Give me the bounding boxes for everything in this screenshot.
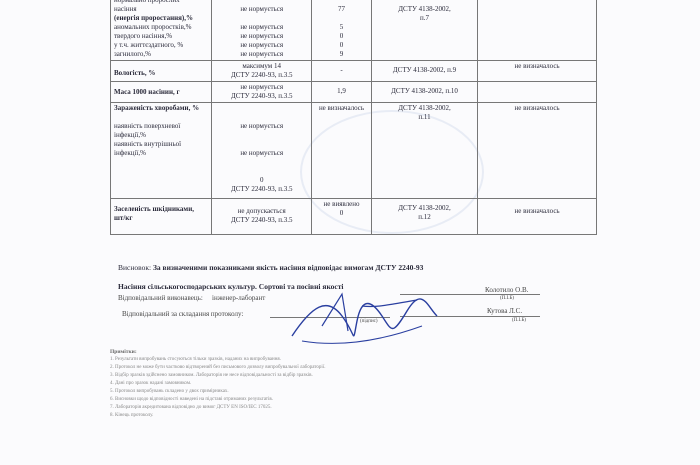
executor-name: Колотило О.В. — [485, 286, 529, 294]
disease-extra-cell: не визначалось — [478, 103, 597, 199]
pests-indicator-cell: Заселеність шкідниками, шт/кг — [111, 199, 212, 235]
germination-result-cell: 77 5 0 0 9 — [312, 0, 372, 61]
conclusion: Висновок: За визначеними показниками якість насіння відповідає вимогам ДСТУ 2240-93 — [118, 263, 424, 272]
pests-result-cell: не виявлено 0 — [312, 199, 372, 235]
germination-extra-cell — [478, 0, 597, 61]
disease-method-cell: ДСТУ 4138-2002, п.11 — [371, 103, 477, 199]
footnotes: Примітки: 1. Результати випробувань стосуються тільки зразків, наданих на випробування. 2. Протокол не може бути частково відтворений без письмового дозволу випробувальної лабораторії. 3. Відбір зразків здійснено замовником. Лабораторія не несе відповідальності за відбір зразків. 4. Дані про зразок надані замовником. 5. Протокол випробувань складено у двох примірниках. 6. Висновки щодо відповідності наведені на підставі отриманих результатів. 7. Лабораторія акредитована відповідно до вимог ДСТУ EN ISO/IEC 17025. 8. Кінець протоколу. — [110, 349, 326, 418]
pests-norm-cell: не допускається ДСТУ 2240-93, п.3.5 — [212, 199, 312, 235]
table-row — [111, 0, 597, 61]
mass-extra-cell — [478, 82, 597, 103]
disease-norm-cell: не нормується не нормується 0 ДСТУ 2240-93, п.3.5 — [212, 103, 312, 199]
executor-label: Відповідальний виконавець: — [118, 294, 203, 302]
mass-norm-cell: не нормується ДСТУ 2240-93, п.3.5 — [212, 82, 312, 103]
protocol-author-label: Відповідальний за складання протоколу: — [122, 310, 244, 318]
moisture-result-cell: - — [312, 61, 372, 82]
moisture-extra-cell: не визначалось — [478, 61, 597, 82]
disease-indicator-cell: Зараженість хворобами, % наявність поверхневої інфекції,% наявність внутрішньої інфекції,% — [111, 103, 212, 199]
table-row — [111, 61, 597, 82]
moisture-method-cell: ДСТУ 4138-2002, п.9 — [371, 61, 477, 82]
table-row — [111, 82, 597, 103]
standard-title: Насіння сільськогосподарських культур. Сортові та посівні якості — [118, 282, 344, 291]
pests-extra-cell: не визначалось — [478, 199, 597, 235]
quality-results-table — [110, 0, 597, 235]
germination-indicator-cell: нормально пророслих насіння (енергія проростання),% аномальних проростків,% твердого насіння,% у т.ч. життєздатного, % загнилого,% — [111, 0, 212, 61]
moisture-norm-cell: максимум 14 ДСТУ 2240-93, п.3.5 — [212, 61, 312, 82]
executor-name-hint: (П.І.Б) — [500, 296, 514, 301]
protocol-author-name: Кутова Л.С. — [487, 307, 523, 315]
handwritten-signature — [282, 286, 442, 356]
mass-result-cell: 1,9 — [312, 82, 372, 103]
signature-hint: (підпис) — [360, 319, 378, 324]
pests-method-cell: ДСТУ 4138-2002, п.12 — [371, 199, 477, 235]
mass-method-cell: ДСТУ 4138-2002, п.10 — [371, 82, 477, 103]
moisture-indicator-cell: Вологість, % — [111, 61, 212, 82]
mass-indicator-cell: Маса 1000 насінин, г — [111, 82, 212, 103]
protocol-name-hint: (П.І.Б) — [512, 318, 526, 323]
germination-norm-cell: не нормується не нормується не нормується не нормується не нормується — [212, 0, 312, 61]
executor-role: інженер-лаборант — [212, 294, 266, 302]
table-row — [111, 199, 597, 235]
disease-result-cell: не визначалось — [312, 103, 372, 199]
germination-method-cell: ДСТУ 4138-2002, п.7 — [371, 0, 477, 61]
table-row — [111, 103, 597, 199]
